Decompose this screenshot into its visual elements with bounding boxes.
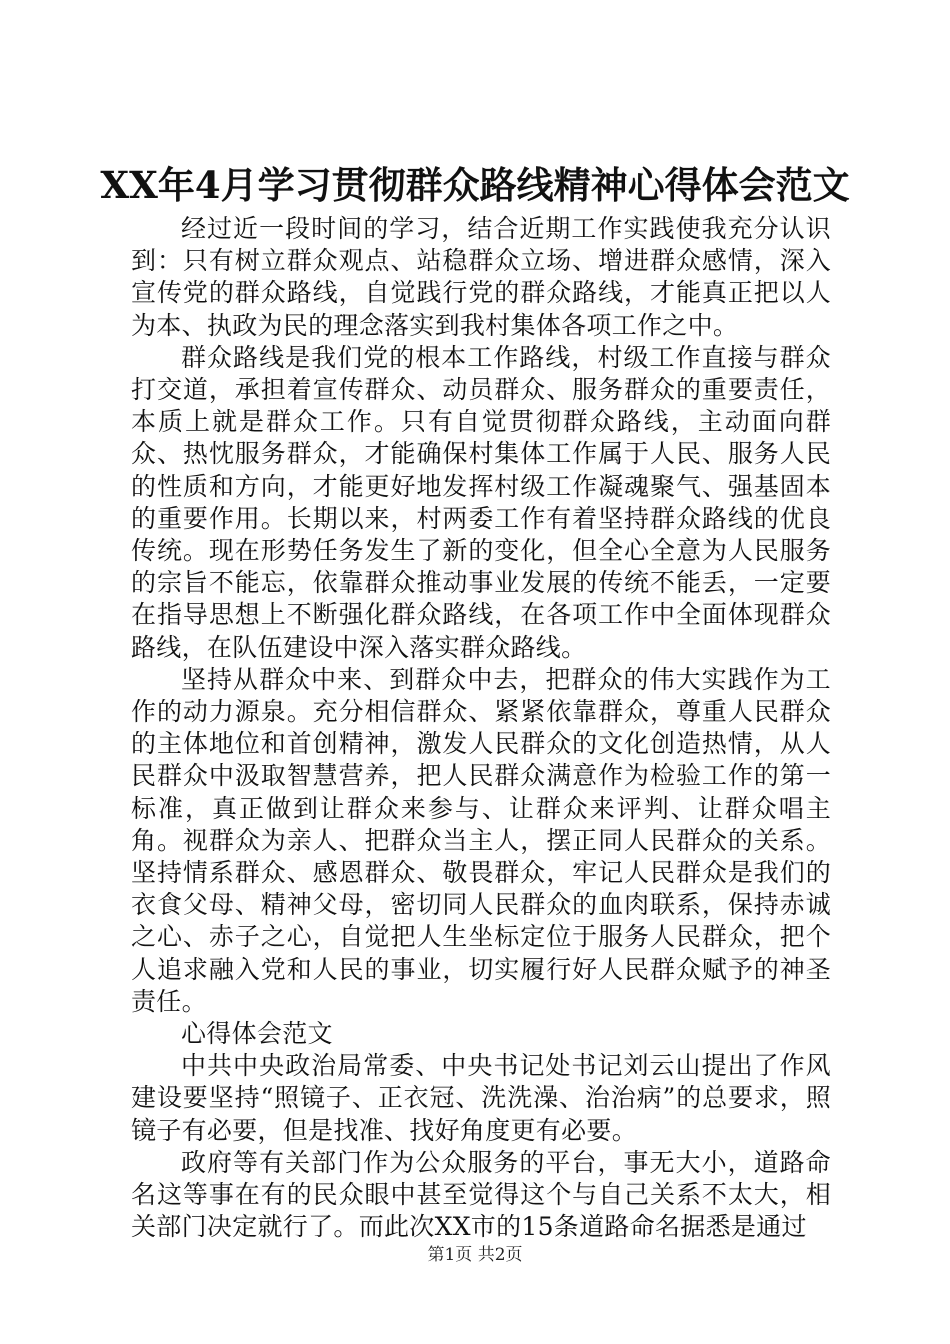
section-heading: 心得体会范文	[181, 1019, 333, 1049]
document-title: XX年4月学习贯彻群众路线精神心得体会范文	[100, 163, 850, 207]
page-footer: 第1页 共2页	[427, 1245, 523, 1265]
paragraph: 坚持从群众中来、到群众中去，把群众的伟大实践作为工作的动力源泉。充分相信群众、紧紧依靠群众，尊重人民群众的主体地位和首创精神，激发人民群众的文化创造热情，从人民群众中汲取智慧营养，把人民群众满意作为检验工作的第一标准，真正做到让群众来参与、让群众来评判、让群众唱主角。视群众为亲人、把群众当主人，摆正同人民群众的关系。坚持情系群众、感恩群众、敬畏群众，牢记人民群众是我们的衣食父母、精神父母，密切同人民群众的血肉联系，保持赤诚之心、赤子之心，自觉把人生坐标定位于服务人民群众，把个人追求融入党和人民的事业，切实履行好人民群众赋予的神圣责任。	[131, 664, 831, 1016]
paragraph: 经过近一段时间的学习，结合近期工作实践使我充分认识到：只有树立群众观点、站稳群众立场、增进群众感情，深入宣传党的群众路线，自觉践行党的群众路线，才能真正把以人为本、执政为民的理念落实到我村集体各项工作之中。	[131, 214, 831, 340]
document-body	[131, 213, 831, 1244]
paragraph: 中共中央政治局常委、中央书记处书记刘云山提出了作风建设要坚持“照镜子、正衣冠、洗洗澡、治治病”的总要求，照镜子有必要，但是找准、找好角度更有必要。	[131, 1051, 831, 1145]
paragraph: 群众路线是我们党的根本工作路线，村级工作直接与群众打交道，承担着宣传群众、动员群众、服务群众的重要责任，本质上就是群众工作。只有自觉贯彻群众路线，主动面向群众、热忱服务群众，才能确保村集体工作属于人民、服务人民的性质和方向，才能更好地发挥村级工作凝魂聚气、强基固本的重要作用。长期以来，村两委工作有着坚持群众路线的优良传统。现在形势任务发生了新的变化，但全心全意为人民服务的宗旨不能忘，依靠群众推动事业发展的传统不能丢，一定要在指导思想上不断强化群众路线，在各项工作中全面体现群众路线，在队伍建设中深入落实群众路线。	[131, 342, 831, 662]
paragraph: 政府等有关部门作为公众服务的平台，事无大小，道路命名这等事在有的民众眼中甚至觉得这个与自己关系不太大，相关部门决定就行了。而此次XX市的15条道路命名据悉是通过	[131, 1147, 831, 1242]
